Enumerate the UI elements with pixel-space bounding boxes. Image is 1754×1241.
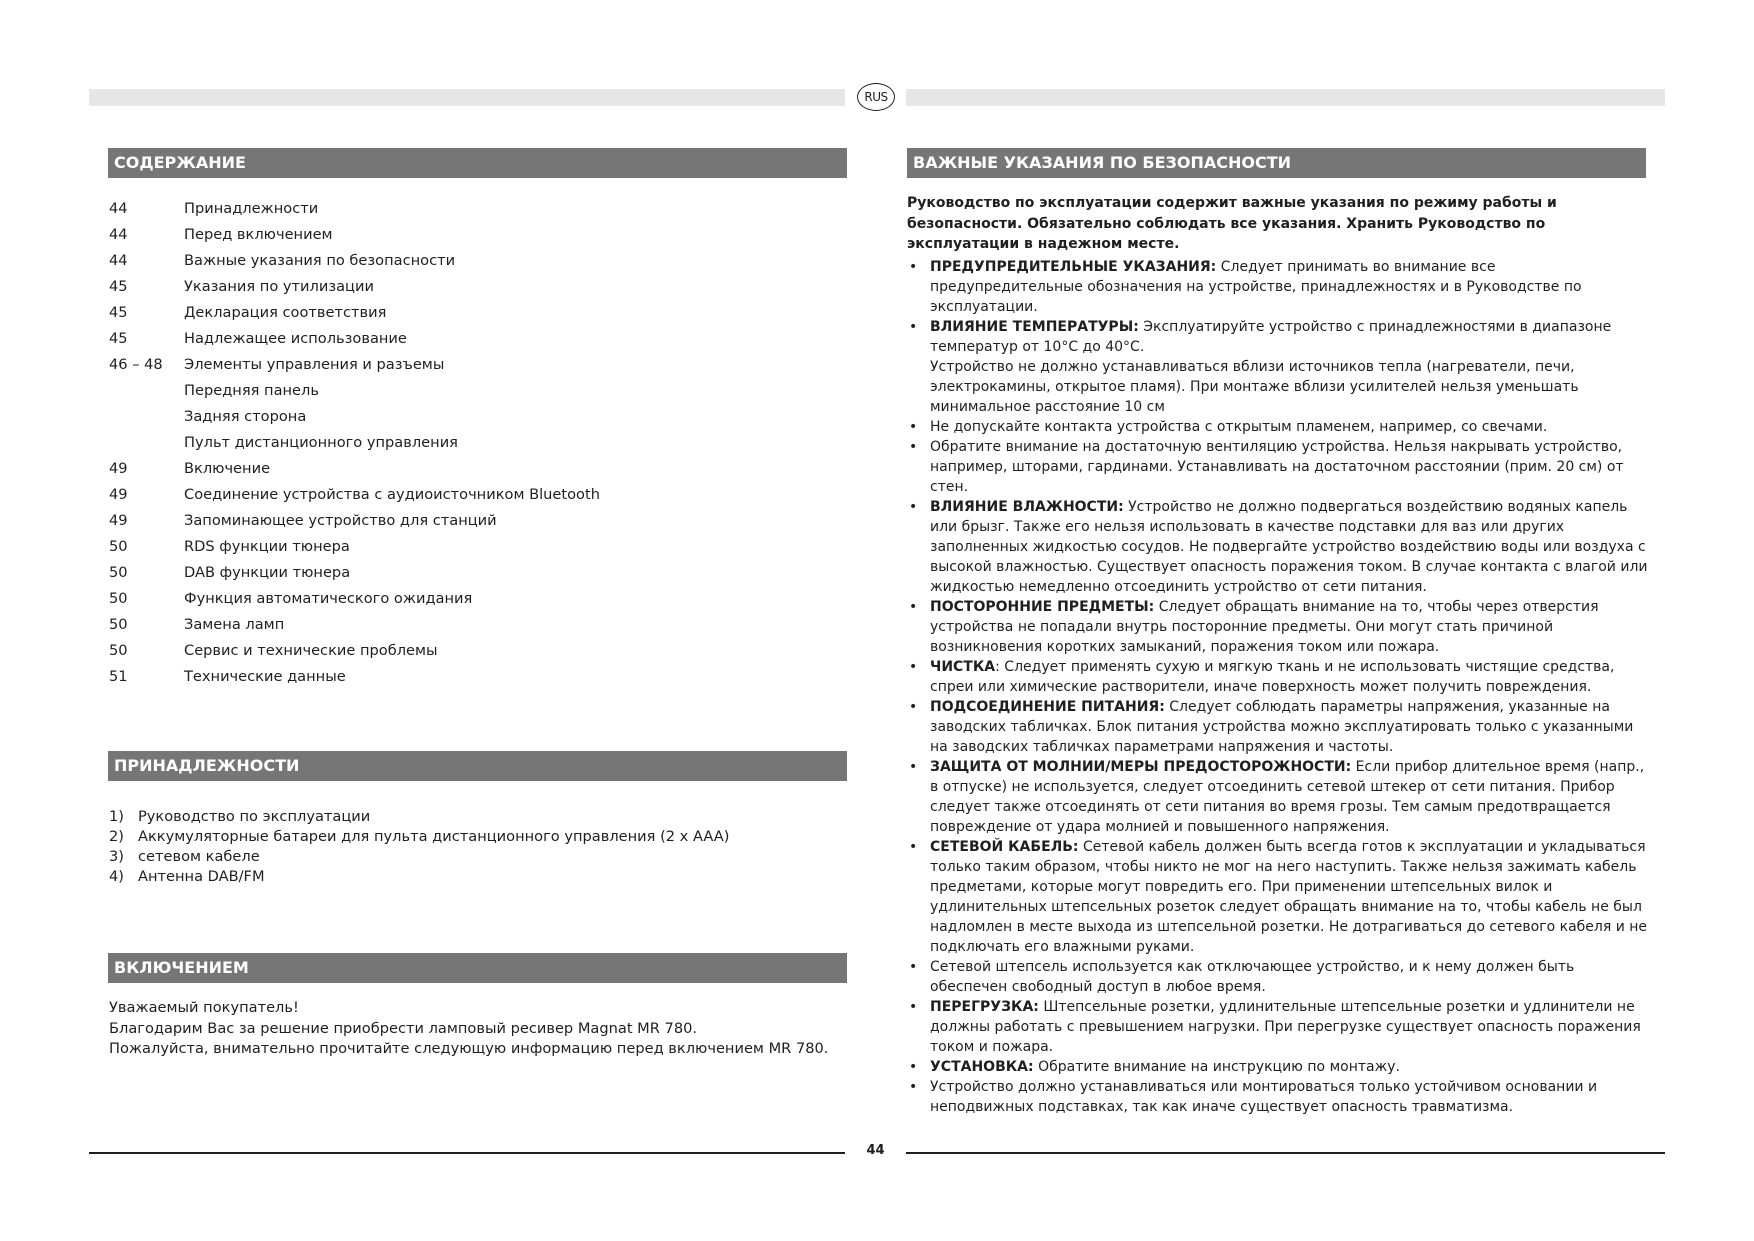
safety-item	[907, 1057, 1652, 1077]
header-bar-left	[89, 89, 845, 106]
toc-row	[109, 588, 809, 614]
footer-rule-right	[906, 1152, 1665, 1154]
toc-page-number: 44	[109, 200, 128, 217]
toc-row	[109, 406, 809, 432]
safety-item-body	[930, 497, 1652, 597]
toc-page-number	[109, 380, 184, 406]
toc-row	[109, 432, 809, 458]
safety-item	[907, 437, 1652, 497]
toc-page-number: 49	[109, 460, 128, 477]
accessory-number: 1)	[109, 808, 124, 825]
safety-item	[907, 317, 1652, 357]
bullet-marker: •	[909, 439, 918, 455]
bullet-marker: •	[909, 959, 918, 975]
toc-entry-title: Надлежащее использование	[184, 330, 407, 347]
safety-item	[907, 697, 1652, 757]
toc-entry-title: DAB функции тюнера	[184, 564, 351, 581]
accessories-heading: ПРИНАДЛЕЖНОСТИ	[108, 751, 847, 781]
toc-page-number	[109, 432, 184, 458]
toc-page-number: 46 – 48	[109, 356, 163, 373]
toc-entry-title: Сервис и технические проблемы	[184, 642, 438, 659]
safety-item-text: Сетевой штепсель используется как отключающее устройство, и к нему должен быть обеспечен свободный доступ в любое время.	[930, 959, 1575, 995]
safety-item	[907, 357, 1652, 417]
bullet-marker: •	[909, 999, 918, 1015]
safety-item-body	[930, 257, 1652, 317]
safety-item	[907, 757, 1652, 837]
toc-row	[109, 224, 809, 250]
safety-item-body	[930, 317, 1652, 357]
bullet-marker: •	[909, 1059, 918, 1075]
bullet-marker: •	[909, 1079, 918, 1095]
safety-item-text: Если прибор длительное время (напр., в отпуске) не используется, следует отсоединить сетевой штекер от сети питания. Прибор следует также отсоединять от сети питания во время грозы. Тем самым предотвращается повреждение от удара молнией и повышенного напряжения.	[930, 759, 1645, 835]
accessory-number: 4)	[109, 868, 124, 885]
safety-item-text: Следует соблюдать параметры напряжения, указанные на заводских табличках. Блок питания устройства можно эксплуатировать только с указанными на заводских табличках параметрами напряжения и частоты.	[930, 699, 1634, 755]
toc-entry-title: Передняя панель	[184, 382, 319, 399]
toc-page-number: 45	[109, 278, 128, 295]
footer-rule-left	[89, 1152, 845, 1154]
bullet-marker: •	[909, 319, 918, 335]
bullet-marker: •	[909, 259, 918, 275]
toc-entry-title: RDS функции тюнера	[184, 538, 350, 555]
bullet-marker: •	[909, 499, 918, 515]
safety-item-text: Следует принимать во внимание все предупредительные обозначения на устройстве, принадлежностях и в Руководстве по эксплуатации.	[930, 259, 1582, 315]
safety-item	[907, 837, 1652, 957]
accessory-text: сетевом кабеле	[138, 848, 260, 865]
safety-item-text: : Следует применять сухую и мягкую ткань и не использовать чистящие средства, спреи или химические растворители, иначе поверхность может получить повреждения.	[930, 659, 1615, 695]
safety-item-body	[930, 1057, 1652, 1077]
safety-item-label: ЗАЩИТА ОТ МОЛНИИ/МЕРЫ ПРЕДОСТОРОЖНОСТИ:	[930, 759, 1352, 775]
safety-item	[907, 997, 1652, 1057]
toc-row	[109, 614, 809, 640]
toc-row	[109, 250, 809, 276]
toc-entry-title: Указания по утилизации	[184, 278, 374, 295]
bullet-marker: •	[909, 699, 918, 715]
accessory-number: 2)	[109, 828, 124, 845]
toc-page-number: 50	[109, 564, 128, 581]
bullet-marker: •	[909, 659, 918, 675]
safety-list	[907, 257, 1652, 1117]
toc-row	[109, 198, 809, 224]
safety-item-text: Устройство не должно устанавливаться вблизи источников тепла (нагреватели, печи, электрокамины, открытое пламя). При монтаже вблизи усилителей нельзя уменьшать минимальное расстояние 10 см	[930, 359, 1579, 415]
safety-item-text: Эксплуатируйте устройство с принадлежностями в диапазоне температур от 10°C до 40°C.	[930, 319, 1612, 355]
toc-list	[109, 198, 809, 692]
safety-item-label: ВЛИЯНИЕ ВЛАЖНОСТИ:	[930, 499, 1124, 515]
safety-item-text: Устройство должно устанавливаться или монтироваться только устойчивом основании и неподвижных подставках, так как иначе существует опасность травматизма.	[930, 1079, 1598, 1115]
bullet-marker: •	[909, 759, 918, 775]
toc-entry-title: Декларация соответствия	[184, 304, 387, 321]
safety-item-label: ПОСТОРОННИЕ ПРЕДМЕТЫ:	[930, 599, 1155, 615]
toc-entry-title: Функция автоматического ожидания	[184, 590, 473, 607]
safety-item-text: Устройство не должно подвергаться воздействию водяных капель или брызг. Также его нельзя использовать в качестве подставки для ваз или других заполненных жидкостью сосудов. Не подвергайте устройство воздействию воды или воздуха с высокой влажностью. Существует опасность поражения током. В случае контакта с влагой или жидкостью немедленно отсоединить устройство от сети питания.	[930, 499, 1648, 595]
toc-entry-title: Элементы управления и разъемы	[184, 356, 445, 373]
accessory-item	[109, 847, 809, 867]
toc-page-number	[109, 406, 184, 432]
safety-item-body	[930, 357, 1652, 417]
safety-item-text: Следует обращать внимание на то, чтобы через отверстия устройства не попадали внутрь посторонние предметы. Они могут стать причиной возникновения коротких замыканий, поражения током или пожара.	[930, 599, 1599, 655]
toc-row	[109, 536, 809, 562]
bullet-marker: •	[909, 839, 918, 855]
bullet-marker	[907, 357, 930, 417]
header-bar-right	[906, 89, 1665, 106]
toc-row	[109, 354, 809, 380]
safety-item-label: ПОДСОЕДИНЕНИЕ ПИТАНИЯ:	[930, 699, 1165, 715]
toc-row	[109, 302, 809, 328]
toc-page-number: 45	[109, 304, 128, 321]
toc-row	[109, 484, 809, 510]
toc-page-number: 45	[109, 330, 128, 347]
toc-page-number: 49	[109, 486, 128, 503]
toc-entry-title: Технические данные	[184, 668, 346, 685]
toc-page-number: 50	[109, 590, 128, 607]
toc-entry-title: Важные указания по безопасности	[184, 252, 456, 269]
safety-intro: Руководство по эксплуатации содержит важные указания по режиму работы и безопасности. Обязательно соблюдать все указания. Хранить Руководство по эксплуатации в надежном месте.	[907, 195, 1557, 252]
toc-row	[109, 328, 809, 354]
toc-page-number: 51	[109, 668, 128, 685]
safety-item-body	[930, 1077, 1652, 1117]
page-number: 44	[866, 1143, 885, 1158]
toc-page-number: 44	[109, 252, 128, 269]
safety-item-text: Обратите внимание на достаточную вентиляцию устройства. Нельзя накрывать устройство, например, шторами, гардинами. Устанавливать на достаточном расстоянии (прим. 20 см) от стен.	[930, 439, 1624, 495]
accessories-list	[109, 807, 809, 887]
bullet-marker: •	[909, 599, 918, 615]
toc-entry-title: Принадлежности	[184, 200, 319, 217]
safety-item-text: Штепсельные розетки, удлинительные штепсельные розетки и удлинители не должны работать с превышением нагрузки. При перегрузке существует опасность поражения током и пожара.	[930, 999, 1641, 1055]
accessory-text: Руководство по эксплуатации	[138, 808, 371, 825]
safety-item-body	[930, 757, 1652, 837]
toc-row	[109, 510, 809, 536]
toc-row	[109, 640, 809, 666]
toc-page-number: 50	[109, 642, 128, 659]
intro-line: Уважаемый покупатель!	[109, 999, 299, 1016]
safety-item-body	[930, 597, 1652, 657]
intro-text	[109, 998, 849, 1060]
safety-item-label: ЧИСТКА	[930, 659, 996, 675]
safety-item	[907, 257, 1652, 317]
toc-page-number: 50	[109, 616, 128, 633]
safety-item	[907, 597, 1652, 657]
accessory-number: 3)	[109, 848, 124, 865]
toc-row	[109, 380, 809, 406]
safety-item-body	[930, 657, 1652, 697]
safety-item-text: Не допускайте контакта устройства с открытым пламенем, например, со свечами.	[930, 419, 1548, 435]
safety-item-label: ПЕРЕГРУЗКА:	[930, 999, 1039, 1015]
toc-page-number: 44	[109, 226, 128, 243]
safety-item-text: Сетевой кабель должен быть всегда готов к эксплуатации и укладываться только таким образом, чтобы никто не мог на него наступить. Также нельзя зажимать кабель предметами, которые могут повредить его. При применении штепсельных вилок и удлинительных штепсельных розеток следует обращать внимание на то, чтобы кабель не был надломлен в месте выхода из штепсельной розетки. Не дотрагиваться до сетевого кабеля и не подключать его влажными руками.	[930, 839, 1648, 955]
toc-entry-title: Соединение устройства с аудиоисточником Bluetooth	[184, 486, 600, 503]
toc-page-number: 49	[109, 512, 128, 529]
intro-line: Благодарим Вас за решение приобрести ламповый ресивер Magnat MR 780.	[109, 1019, 698, 1037]
safety-item-body	[930, 437, 1652, 497]
intro-heading: ВКЛЮЧЕНИЕМ	[108, 953, 847, 983]
safety-item-label: СЕТЕВОЙ КАБЕЛЬ:	[930, 839, 1079, 855]
safety-item	[907, 657, 1652, 697]
toc-entry-title: Задняя сторона	[184, 408, 307, 425]
toc-entry-title: Перед включением	[184, 226, 333, 243]
accessory-item	[109, 867, 809, 887]
toc-heading: СОДЕРЖАНИЕ	[108, 148, 847, 178]
language-badge: RUS	[857, 83, 895, 111]
accessory-text: Антенна DAB/FM	[138, 868, 265, 885]
safety-item	[907, 417, 1652, 437]
safety-item-body	[930, 957, 1652, 997]
accessory-item	[109, 827, 809, 847]
toc-entry-title: Включение	[184, 460, 271, 477]
safety-item-label: УСТАНОВКА:	[930, 1059, 1034, 1075]
toc-row	[109, 276, 809, 302]
toc-page-number: 50	[109, 538, 128, 555]
safety-item-label: ВЛИЯНИЕ ТЕМПЕРАТУРЫ:	[930, 319, 1139, 335]
safety-item	[907, 957, 1652, 997]
toc-entry-title: Запоминающее устройство для станций	[184, 512, 497, 529]
accessory-text: Аккумуляторные батареи для пульта дистанционного управления (2 x AAA)	[138, 828, 730, 845]
safety-item-text: Обратите внимание на инструкцию по монтажу.	[1033, 1059, 1400, 1075]
intro-line: Пожалуйста, внимательно прочитайте следующую информацию перед включением MR 780.	[109, 1040, 829, 1057]
toc-entry-title: Замена ламп	[184, 616, 285, 633]
safety-item-body	[930, 417, 1652, 437]
safety-item	[907, 1077, 1652, 1117]
safety-item-body	[930, 697, 1652, 757]
toc-row	[109, 458, 809, 484]
toc-entry-title: Пульт дистанционного управления	[184, 434, 458, 451]
safety-item-body	[930, 837, 1652, 957]
toc-row	[109, 666, 809, 692]
toc-row	[109, 562, 809, 588]
safety-heading: ВАЖНЫЕ УКАЗАНИЯ ПО БЕЗОПАСНОСТИ	[907, 148, 1646, 178]
bullet-marker: •	[909, 419, 918, 435]
accessory-item	[109, 807, 809, 827]
safety-item-label: ПРЕДУПРЕДИТЕЛЬНЫЕ УКАЗАНИЯ:	[930, 259, 1217, 275]
safety-item	[907, 497, 1652, 597]
safety-item-body	[930, 997, 1652, 1057]
